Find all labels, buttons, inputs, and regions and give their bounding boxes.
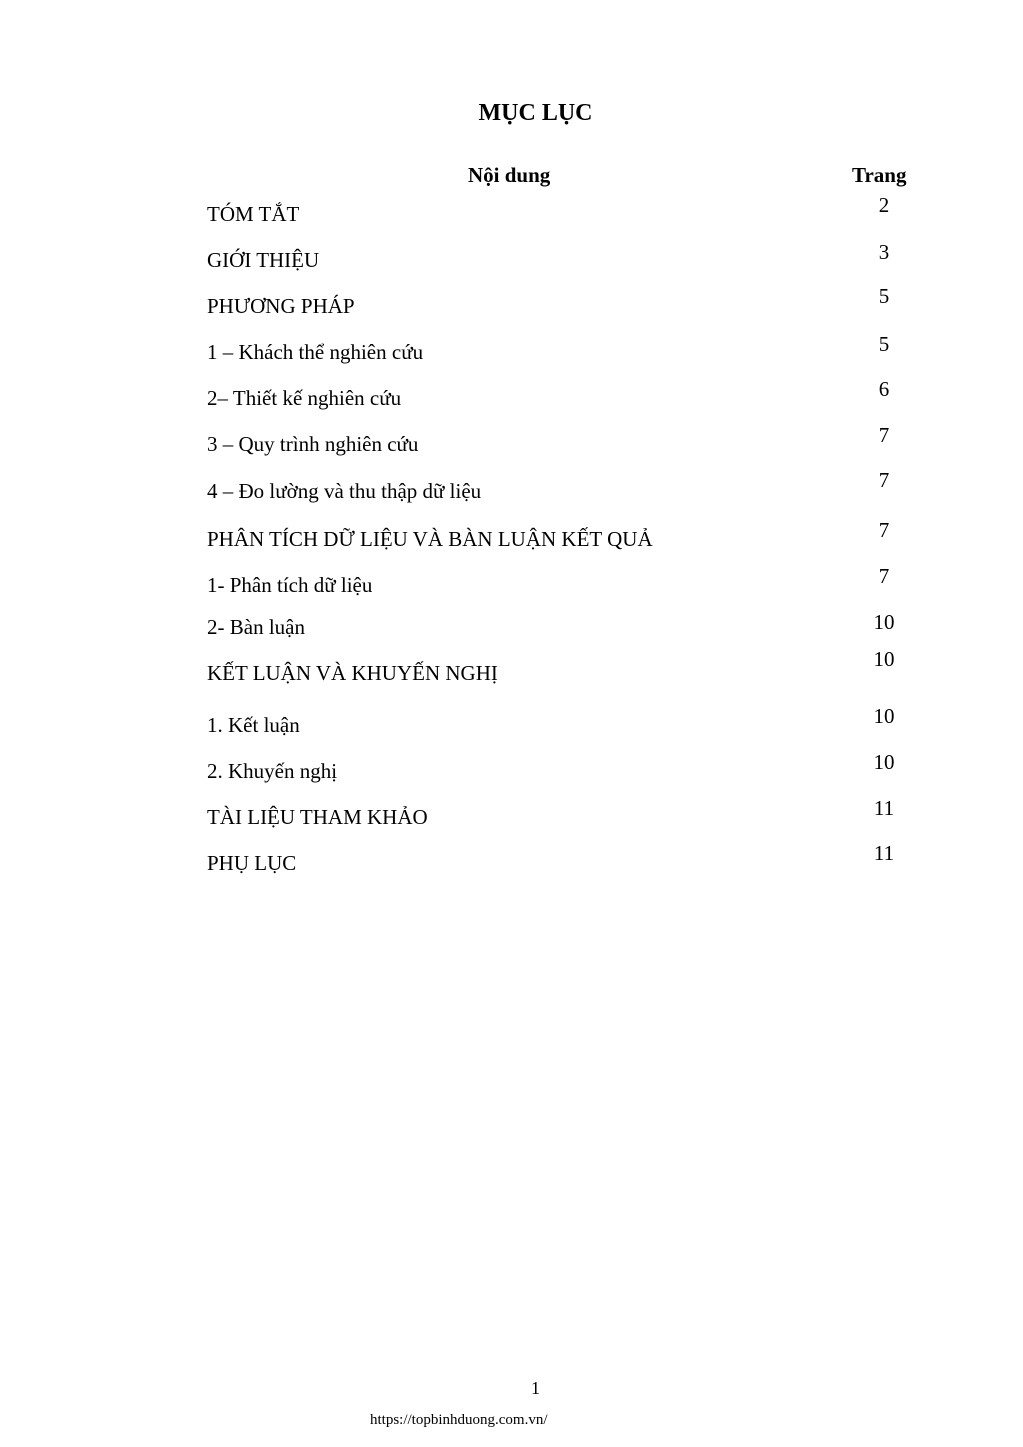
toc-entry-page: 7 [878,423,890,447]
toc-entry-page: 2 [878,193,890,217]
toc-entry-label: TÀI LIỆU THAM KHẢO [207,805,428,829]
toc-entry-page: 3 [878,240,890,264]
toc-entry-label: TÓM TẮT [207,202,300,226]
toc-entry-label: KẾT LUẬN VÀ KHUYẾN NGHỊ [207,661,498,685]
toc-entry-label: 2- Bàn luận [207,615,305,639]
toc-entry-label: 1 – Khách thể nghiên cứu [207,340,424,364]
toc-entry-label: 2. Khuyến nghị [207,759,338,783]
toc-entry-page: 10 [873,647,895,671]
toc-entry-page: 7 [878,564,890,588]
toc-entry-label: 2– Thiết kế nghiên cứu [207,386,402,410]
toc-entry-page: 10 [873,750,895,774]
toc-entry-page: 6 [878,377,890,401]
toc-entry-label: PHƯƠNG PHÁP [207,294,355,318]
page-title: MỤC LỤC [478,100,593,126]
toc-entry-label: 4 – Đo lường và thu thập dữ liệu [207,479,482,503]
footer-url: https://topbinhduong.com.vn/ [370,1412,548,1428]
page-number: 1 [531,1378,540,1398]
toc-entry-label: 1- Phân tích dữ liệu [207,573,373,597]
toc-entry-label: 3 – Quy trình nghiên cứu [207,432,419,456]
toc-entry-page: 11 [873,796,895,820]
toc-entry-page: 5 [878,332,890,356]
toc-entry-page: 10 [873,704,895,728]
page-column-header: Trang [852,163,907,187]
toc-entry-page: 5 [878,284,890,308]
toc-entry-page: 7 [878,518,890,542]
content-column-header: Nội dung [468,163,551,187]
toc-entry-page: 10 [873,610,895,634]
toc-entry-page: 11 [873,841,895,865]
toc-entry-label: PHÂN TÍCH DỮ LIỆU VÀ BÀN LUẬN KẾT QUẢ [207,527,653,551]
toc-entry-label: 1. Kết luận [207,713,300,737]
toc-entry-label: GIỚI THIỆU [207,248,320,272]
toc-entry-page: 7 [878,468,890,492]
toc-entry-label: PHỤ LỤC [207,851,297,875]
